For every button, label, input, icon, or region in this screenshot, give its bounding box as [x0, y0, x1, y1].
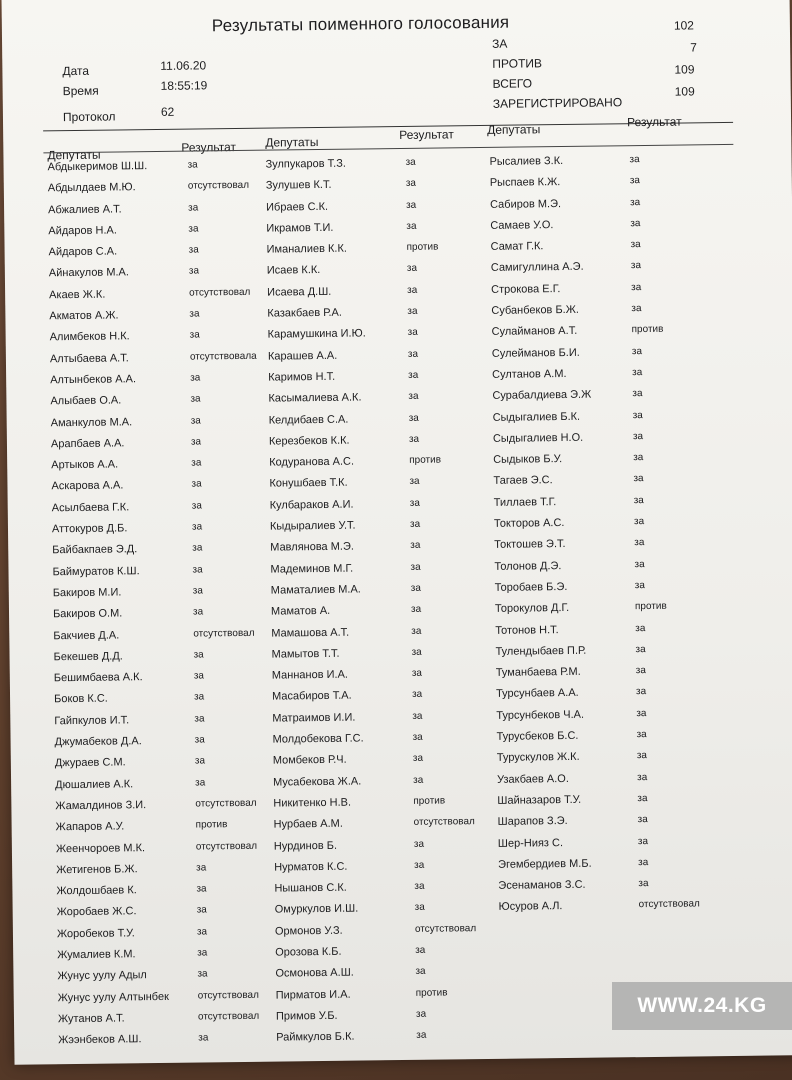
- protocol-value: 62: [160, 104, 175, 119]
- deputy-name: Бакиров О.М.: [52, 607, 123, 621]
- deputy-name: Туманбаева Р.М.: [495, 665, 581, 679]
- deputy-name: Артыков А.А.: [51, 458, 119, 472]
- col1-deputies-header: Депутаты: [47, 147, 101, 163]
- vote-result: за: [197, 968, 208, 980]
- vote-result: за: [631, 281, 642, 293]
- vote-result: за: [410, 582, 421, 594]
- deputy-name: Боков К.С.: [54, 693, 108, 706]
- deputy-name: Осмонова А.Ш.: [275, 966, 354, 980]
- tally-registered-label: ЗАРЕГИСТРИРОВАНО: [492, 95, 623, 111]
- vote-result: за: [188, 244, 199, 256]
- deputy-name: Токторов А.С.: [493, 517, 565, 530]
- deputy-name: Айдаров С.А.: [48, 245, 118, 259]
- deputy-name: Кыдыралиев У.Т.: [269, 519, 356, 533]
- vote-result: за: [188, 265, 200, 278]
- vote-result: за: [188, 202, 199, 214]
- deputy-name: Сулайманов А.Т.: [491, 325, 578, 339]
- vote-result: за: [416, 1029, 427, 1042]
- deputy-name: Каримов Н.Т.: [268, 370, 336, 384]
- vote-result: за: [187, 159, 198, 171]
- deputy-name: Алтынбеков А.А.: [50, 373, 137, 387]
- vote-result: отсутствовал: [197, 989, 259, 1002]
- vote-result: за: [635, 665, 646, 677]
- vote-result: за: [197, 947, 208, 959]
- deputy-name: Жунус уулу Адыл: [57, 969, 147, 983]
- vote-result: отсутствовал: [189, 286, 251, 299]
- tally-against-label: ПРОТИВ: [492, 56, 543, 71]
- deputy-name: Торокулов Д.Г.: [494, 602, 570, 616]
- vote-result: за: [631, 345, 643, 357]
- deputy-name: Рыспаев К.Ж.: [489, 176, 561, 190]
- deputy-name: Келдибаев С.А.: [268, 413, 349, 427]
- vote-result: за: [196, 862, 207, 874]
- vote-result: за: [632, 409, 643, 421]
- vote-result: за: [407, 327, 418, 339]
- protocol-label: Протокол: [62, 109, 116, 125]
- deputy-name: Турсунбаев А.А.: [495, 687, 579, 701]
- vote-result: за: [631, 303, 642, 315]
- deputy-name: Никитенко Н.В.: [273, 796, 352, 810]
- vote-result: за: [411, 646, 422, 658]
- tally-for-label: ЗА: [492, 36, 508, 51]
- deputy-name: Зулушев К.Т.: [265, 179, 332, 192]
- deputy-name: Сабиров М.Э.: [489, 197, 562, 211]
- deputy-name: Айнакулов М.А.: [48, 266, 129, 280]
- deputy-name: Турускулов Ж.К.: [496, 751, 580, 765]
- vote-result: против: [413, 795, 446, 807]
- vote-result: за: [411, 625, 422, 637]
- vote-result: за: [415, 966, 426, 978]
- deputy-name: Абдыкеримов Ш.Ш.: [47, 160, 148, 174]
- page-title: Результаты поименного голосования: [211, 12, 510, 36]
- vote-result: за: [408, 433, 420, 445]
- voting-results-sheet: [2, 0, 792, 1065]
- vote-result: за: [633, 494, 644, 506]
- vote-result: за: [408, 412, 419, 424]
- vote-result: за: [410, 604, 422, 616]
- vote-result: за: [414, 880, 425, 892]
- vote-result: за: [638, 856, 649, 868]
- vote-result: за: [191, 500, 202, 512]
- vote-result: против: [409, 454, 442, 467]
- vote-result: за: [637, 835, 649, 847]
- vote-result: за: [196, 926, 208, 938]
- deputy-name: Жунус уулу Алтынбек: [57, 990, 169, 1004]
- vote-result: за: [638, 878, 649, 890]
- deputy-name: Момбеков Р.Ч.: [272, 754, 347, 767]
- vote-result: за: [407, 305, 418, 317]
- vote-result: за: [405, 156, 416, 168]
- vote-result: за: [634, 558, 645, 570]
- vote-result: за: [632, 388, 643, 400]
- deputy-name: Нышанов С.К.: [274, 881, 347, 895]
- deputy-name: Абжалиев А.Т.: [48, 202, 122, 216]
- deputy-name: Жоробаев Ж.С.: [56, 905, 137, 919]
- vote-result: за: [637, 814, 648, 826]
- deputies-column-3: [489, 153, 700, 920]
- deputy-name: Аскарова А.А.: [51, 479, 124, 493]
- deputy-name: Касымалиева А.К.: [268, 391, 362, 405]
- vote-result: за: [189, 329, 200, 341]
- vote-result: за: [198, 1032, 209, 1044]
- deputies-column-2: [265, 156, 477, 1050]
- deputy-name: Сыдыгалиев Б.К.: [492, 410, 581, 424]
- deputy-name: Токтошев Э.Т.: [494, 538, 566, 552]
- deputy-name: Кулбараков А.И.: [269, 498, 354, 512]
- deputy-name: Жолдошбаев К.: [56, 884, 137, 898]
- vote-result: за: [635, 622, 646, 634]
- vote-result: за: [412, 731, 423, 743]
- deputy-name: Алтыбаева А.Т.: [49, 351, 129, 365]
- vote-result: за: [634, 579, 645, 592]
- vote-result: за: [635, 643, 646, 655]
- deputy-name: Конушбаев Т.К.: [269, 477, 348, 491]
- deputy-name: Джумабеков Д.А.: [54, 735, 142, 749]
- deputy-name: Жапаров А.У.: [55, 820, 125, 834]
- deputy-name: Бекешев Д.Д.: [53, 650, 123, 664]
- deputy-name: Исаев К.К.: [266, 264, 321, 278]
- site-watermark: WWW.24.KG: [612, 982, 792, 1030]
- deputy-name: Раймкулов Б.К.: [276, 1030, 355, 1044]
- vote-result: за: [633, 516, 645, 528]
- vote-result: за: [194, 755, 206, 767]
- deputy-name: Сулейманов Б.И.: [491, 346, 580, 360]
- deputy-name: Абдылдаев М.Ю.: [47, 181, 136, 195]
- vote-result: за: [410, 561, 421, 573]
- col3-deputies-header: Депутаты: [487, 122, 541, 137]
- deputy-name: Молдобекова Г.С.: [272, 732, 364, 746]
- vote-result: отсутствовал: [414, 922, 477, 935]
- vote-result: отсутствовал: [638, 898, 700, 911]
- vote-result: за: [409, 497, 420, 509]
- deputy-name: Шайназаров Т.У.: [497, 793, 582, 807]
- vote-result: за: [634, 537, 645, 549]
- vote-result: за: [190, 393, 201, 405]
- vote-result: отсутствовал: [193, 627, 255, 640]
- vote-result: за: [636, 729, 647, 741]
- vote-result: за: [633, 473, 644, 485]
- vote-result: за: [405, 199, 417, 211]
- deputy-name: Рысалиев З.К.: [489, 155, 564, 168]
- vote-result: за: [636, 750, 648, 762]
- date-value: 11.06.20: [160, 58, 207, 73]
- col2-result-header: Результат: [399, 127, 454, 143]
- deputy-name: Жээнбеков А.Ш.: [58, 1033, 142, 1047]
- vote-result: за: [407, 284, 418, 296]
- vote-result: за: [190, 415, 201, 427]
- deputy-name: Сыдыгалиев Н.О.: [492, 431, 584, 445]
- deputy-name: Дюшалиев А.К.: [55, 777, 134, 791]
- deputy-name: Строкова Е.Г.: [491, 282, 561, 296]
- deputy-name: Самат Г.К.: [490, 240, 544, 254]
- deputy-name: Баймуратов К.Ш.: [52, 564, 140, 578]
- tally-for-value: 102: [673, 18, 695, 33]
- vote-result: за: [191, 478, 202, 491]
- deputy-name: Нурдинов Б.: [273, 839, 338, 853]
- vote-result: за: [193, 670, 205, 682]
- vote-result: за: [636, 707, 647, 719]
- deputy-name: Субанбеков Б.Ж.: [491, 303, 579, 317]
- vote-result: за: [635, 686, 647, 698]
- vote-result: за: [191, 457, 202, 469]
- deputy-name: Шер-Нияз С.: [497, 836, 564, 850]
- deputy-name: Алимбеков Н.К.: [49, 330, 130, 344]
- vote-result: за: [414, 902, 425, 914]
- vote-result: за: [408, 391, 419, 403]
- vote-result: за: [630, 217, 641, 230]
- deputy-name: Акаев Ж.К.: [49, 288, 106, 302]
- vote-result: за: [193, 691, 205, 703]
- vote-result: за: [629, 196, 641, 208]
- deputy-name: Масабиров Т.А.: [271, 690, 352, 704]
- deputy-name: Арапбаев А.А.: [50, 437, 125, 451]
- vote-result: против: [406, 241, 439, 254]
- vote-result: за: [409, 518, 421, 530]
- vote-result: против: [415, 987, 448, 999]
- deputy-name: Жумалиев К.М.: [57, 948, 136, 962]
- column-header-rule: [43, 144, 733, 153]
- vote-result: за: [191, 521, 203, 533]
- vote-result: за: [630, 239, 641, 251]
- deputy-name: Султанов А.М.: [492, 367, 567, 381]
- deputy-name: Карамушкина И.Ю.: [267, 327, 366, 342]
- vote-result: отсутствовал: [197, 1010, 260, 1023]
- tally-total-label: ВСЕГО: [492, 76, 533, 91]
- deputy-name: Бешимбаева А.К.: [53, 671, 143, 685]
- deputy-name: Нурбаев А.М.: [273, 817, 343, 831]
- deputy-name: Асылбаева Г.К.: [51, 501, 130, 515]
- deputy-name: Тиллаев Т.Г.: [493, 495, 557, 509]
- vote-result: за: [407, 348, 419, 360]
- vote-result: отсутствовал: [413, 816, 475, 829]
- deputy-name: Мамытов Т.Т.: [271, 647, 340, 661]
- vote-result: за: [413, 838, 425, 850]
- deputy-name: Казакбаев Р.А.: [267, 306, 342, 320]
- vote-result: за: [190, 436, 202, 448]
- col2-deputies-header: Депутаты: [265, 134, 319, 150]
- deputy-name: Тагаев Э.С.: [493, 474, 553, 488]
- deputy-name: Турусбеков Б.С.: [496, 729, 579, 743]
- deputy-name: Аманкулов М.А.: [50, 415, 133, 429]
- deputy-name: Эсенаманов З.С.: [498, 878, 586, 892]
- deputy-name: Омуркулов И.Ш.: [274, 902, 359, 916]
- deputy-name: Жоробеков Т.У.: [56, 926, 135, 940]
- deputy-name: Жеенчороев М.К.: [55, 841, 146, 855]
- vote-result: за: [195, 777, 206, 789]
- vote-result: за: [192, 542, 203, 554]
- vote-result: за: [409, 476, 420, 488]
- vote-result: отсутствовал: [195, 840, 258, 853]
- deputy-name: Примов У.Б.: [275, 1009, 338, 1023]
- deputy-name: Самаев У.О.: [490, 219, 554, 232]
- deputy-name: Байбакпаев Э.Д.: [52, 543, 138, 557]
- vote-result: за: [192, 564, 203, 576]
- deputy-name: Бакиров М.И.: [52, 586, 122, 600]
- deputy-name: Бакчиев Д.А.: [53, 628, 120, 642]
- deputy-name: Икрамов Т.И.: [266, 221, 334, 235]
- deputy-name: Ибраев С.К.: [266, 200, 329, 214]
- vote-result: за: [192, 606, 204, 618]
- vote-result: за: [405, 178, 417, 190]
- vote-result: за: [637, 771, 648, 783]
- deputy-name: Толонов Д.Э.: [494, 559, 562, 573]
- deputy-name: Иманалиев К.К.: [266, 242, 347, 256]
- vote-result: за: [189, 308, 200, 320]
- vote-result: за: [415, 1008, 427, 1020]
- vote-result: отсутствовала: [189, 350, 257, 363]
- deputy-name: Самигуллина А.Э.: [490, 261, 584, 275]
- deputy-name: Мадеминов М.Г.: [270, 562, 354, 576]
- tally-total-value: 109: [674, 62, 695, 77]
- vote-result: за: [629, 154, 640, 166]
- vote-result: за: [193, 649, 204, 661]
- col1-result-header: Результат: [181, 140, 237, 155]
- vote-result: за: [637, 792, 648, 805]
- vote-result: за: [632, 367, 643, 379]
- vote-result: против: [195, 819, 228, 831]
- deputy-name: Тулендыбаев П.Р.: [495, 644, 587, 658]
- vote-result: за: [630, 260, 642, 272]
- time-label: Время: [62, 83, 99, 99]
- vote-result: за: [412, 710, 423, 722]
- deputy-name: Тотонов Н.Т.: [495, 623, 559, 637]
- col3-result-header: Результат: [626, 114, 682, 130]
- time-value: 18:55:19: [160, 78, 208, 93]
- deputy-name: Зулпукаров Т.З.: [265, 157, 346, 171]
- vote-result: за: [406, 263, 418, 275]
- vote-result: за: [196, 883, 207, 895]
- vote-result: за: [414, 859, 425, 871]
- deputy-name: Карашев А.А.: [267, 349, 338, 363]
- vote-result: за: [408, 369, 419, 381]
- deputy-name: Исаева Д.Ш.: [267, 285, 332, 299]
- deputy-name: Пирматов И.А.: [275, 988, 351, 1002]
- deputy-name: Сурабалдиева Э.Ж: [492, 388, 592, 403]
- deputy-name: Керезбеков К.К.: [268, 434, 350, 448]
- vote-result: против: [634, 601, 667, 613]
- vote-result: отсутствовал: [187, 180, 250, 192]
- deputy-name: Нурматов К.С.: [274, 860, 348, 874]
- deputy-name: Аттокуров Д.Б.: [51, 522, 128, 536]
- tally-against-value: 7: [690, 40, 697, 55]
- vote-result: за: [415, 944, 426, 956]
- vote-result: за: [196, 904, 207, 916]
- deputy-name: Ормонов У.З.: [274, 924, 343, 938]
- vote-result: за: [190, 372, 201, 384]
- deputy-name: Жутанов А.Т.: [57, 1012, 125, 1026]
- deputy-name: Маматалиев М.А.: [270, 583, 361, 597]
- deputy-name: Алыбаев О.А.: [50, 394, 122, 408]
- deputy-name: Турсунбеков Ч.А.: [496, 708, 585, 722]
- date-label: Дата: [62, 63, 90, 79]
- deputy-name: Шарапов З.Э.: [497, 815, 568, 829]
- deputy-name: Айдаров Н.А.: [48, 224, 117, 238]
- vote-result: за: [192, 585, 203, 597]
- vote-result: за: [412, 753, 424, 765]
- vote-result: за: [413, 774, 424, 786]
- vote-result: за: [410, 540, 421, 552]
- vote-result: за: [188, 223, 199, 235]
- deputies-column-1: [47, 158, 260, 1052]
- deputy-name: Эгембердиев М.Б.: [498, 857, 592, 871]
- deputy-name: Мавлянова М.Э.: [270, 540, 354, 554]
- deputy-name: Жетигенов Б.Ж.: [56, 863, 138, 877]
- vote-result: за: [406, 220, 417, 232]
- vote-result: против: [631, 324, 664, 336]
- vote-result: за: [633, 452, 644, 464]
- vote-result: отсутствовал: [195, 797, 257, 810]
- vote-result: за: [194, 713, 205, 725]
- deputy-name: Мусабекова Ж.А.: [273, 775, 362, 789]
- deputy-name: Матраимов И.И.: [272, 711, 356, 725]
- deputy-name: Кодуранова А.С.: [269, 455, 355, 469]
- tally-registered-value: 109: [674, 84, 695, 99]
- deputy-name: Узакбаев А.О.: [497, 772, 569, 786]
- deputy-name: Акматов А.Ж.: [49, 309, 119, 323]
- deputy-name: Гайпкулов И.Т.: [54, 714, 130, 727]
- deputy-name: Сыдыков Б.У.: [493, 453, 563, 467]
- deputy-name: Джураев С.М.: [54, 756, 126, 770]
- deputy-name: Юсуров А.Л.: [498, 900, 563, 914]
- deputy-name: Мамашова А.Т.: [271, 626, 350, 640]
- deputy-name: Маннанов И.А.: [271, 668, 348, 682]
- deputy-name: Жамалдинов З.И.: [55, 799, 147, 813]
- deputy-name: Маматов А.: [270, 605, 331, 618]
- vote-result: за: [411, 689, 423, 701]
- vote-result: за: [411, 667, 423, 680]
- vote-result: за: [629, 175, 641, 187]
- vote-result: за: [632, 430, 644, 443]
- deputy-name: Орозова К.Б.: [275, 945, 342, 959]
- deputy-name: Торобаев Б.Э.: [494, 580, 568, 594]
- vote-result: за: [194, 734, 205, 746]
